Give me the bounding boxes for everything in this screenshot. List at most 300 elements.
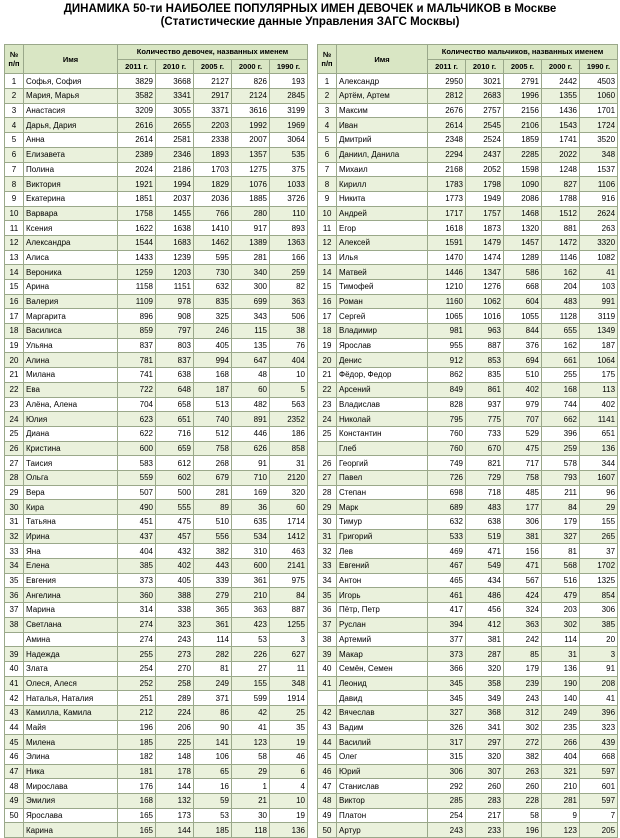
name-cell: Игорь: [337, 588, 428, 603]
count-cell: 106: [194, 750, 232, 765]
count-cell: 2791: [504, 74, 542, 89]
count-cell: 46: [270, 750, 308, 765]
count-cell: 1607: [580, 470, 618, 485]
count-cell: 887: [270, 603, 308, 618]
count-cell: 1060: [580, 89, 618, 104]
table-row: [318, 705, 618, 720]
count-cell: 302: [504, 720, 542, 735]
table-row: [5, 103, 308, 118]
count-cell: 31: [270, 456, 308, 471]
count-cell: 306: [504, 515, 542, 530]
count-cell: 168: [194, 368, 232, 383]
rank-cell: 19: [5, 338, 24, 353]
rank-cell: 31: [318, 529, 337, 544]
table-row: [5, 250, 308, 265]
count-cell: 114: [542, 632, 580, 647]
name-cell: Василий: [337, 735, 428, 750]
count-cell: 2757: [466, 103, 504, 118]
count-cell: 981: [428, 324, 466, 339]
count-cell: 844: [504, 324, 542, 339]
rank-cell: 49: [5, 794, 24, 809]
rank-cell: 36: [318, 603, 337, 618]
table-row: [5, 485, 308, 500]
count-cell: 84: [542, 500, 580, 515]
table-row: [318, 353, 618, 368]
count-cell: 2127: [194, 74, 232, 89]
count-cell: 533: [428, 529, 466, 544]
count-cell: 1783: [428, 177, 466, 192]
table-row: [318, 559, 618, 574]
table-row: [5, 456, 308, 471]
table-row: [5, 632, 308, 647]
table-row: [5, 177, 308, 192]
count-cell: 1239: [156, 250, 194, 265]
table-row: [5, 779, 308, 794]
count-cell: 320: [270, 485, 308, 500]
count-cell: 1996: [504, 89, 542, 104]
count-cell: 612: [156, 456, 194, 471]
count-cell: 975: [270, 573, 308, 588]
table-row: [318, 750, 618, 765]
count-cell: 668: [580, 750, 618, 765]
girls-header-num: № п/п: [5, 45, 24, 74]
count-cell: 827: [542, 177, 580, 192]
table-row: [5, 750, 308, 765]
name-cell: Фёдор, Федор: [337, 368, 428, 383]
table-row: [318, 823, 618, 838]
count-cell: 81: [542, 544, 580, 559]
count-cell: 668: [504, 280, 542, 295]
count-cell: 76: [270, 338, 308, 353]
count-cell: 382: [504, 750, 542, 765]
count-cell: 402: [504, 382, 542, 397]
count-cell: 373: [428, 647, 466, 662]
count-cell: 465: [428, 573, 466, 588]
count-cell: 1160: [428, 294, 466, 309]
count-cell: 176: [118, 779, 156, 794]
name-cell: Майя: [24, 720, 118, 735]
count-cell: 2186: [156, 162, 194, 177]
count-cell: 1470: [428, 250, 466, 265]
count-cell: 1255: [270, 617, 308, 632]
table-row: [5, 808, 308, 823]
table-row: [5, 353, 308, 368]
count-cell: 187: [580, 338, 618, 353]
count-cell: 1325: [580, 573, 618, 588]
name-cell: Денис: [337, 353, 428, 368]
count-cell: 627: [270, 647, 308, 662]
name-cell: Алёна, Алена: [24, 397, 118, 412]
count-cell: 279: [194, 588, 232, 603]
girls-header-year: 2000 г.: [232, 59, 270, 74]
table-row: [5, 280, 308, 295]
name-cell: Вера: [24, 485, 118, 500]
count-cell: 475: [504, 441, 542, 456]
count-cell: 835: [466, 368, 504, 383]
count-cell: 1994: [156, 177, 194, 192]
name-cell: Олеся, Алеся: [24, 676, 118, 691]
count-cell: 795: [428, 412, 466, 427]
table-row: [5, 647, 308, 662]
count-cell: 113: [580, 382, 618, 397]
count-cell: 1992: [232, 118, 270, 133]
count-cell: 662: [542, 412, 580, 427]
count-cell: 323: [156, 617, 194, 632]
count-cell: 162: [542, 265, 580, 280]
count-cell: 2917: [194, 89, 232, 104]
rank-cell: 40: [318, 661, 337, 676]
count-cell: 516: [542, 573, 580, 588]
table-row: [318, 191, 618, 206]
table-row: [318, 647, 618, 662]
girls-header-group: Количество девочек, названных именем: [118, 45, 308, 60]
table-row: [318, 573, 618, 588]
count-cell: 991: [580, 294, 618, 309]
count-cell: 3341: [156, 89, 194, 104]
count-cell: 59: [194, 794, 232, 809]
count-cell: 1146: [542, 250, 580, 265]
count-cell: 371: [194, 691, 232, 706]
count-cell: 896: [118, 309, 156, 324]
table-row: [318, 515, 618, 530]
count-cell: 632: [194, 280, 232, 295]
count-cell: 41: [232, 720, 270, 735]
name-cell: Николай: [337, 412, 428, 427]
count-cell: 381: [466, 632, 504, 647]
count-cell: 307: [466, 764, 504, 779]
count-cell: 699: [232, 294, 270, 309]
name-cell: Яна: [24, 544, 118, 559]
count-cell: 1701: [580, 103, 618, 118]
name-cell: Павел: [337, 470, 428, 485]
count-cell: 979: [504, 397, 542, 412]
table-row: [5, 338, 308, 353]
count-cell: 89: [194, 500, 232, 515]
count-cell: 2950: [428, 74, 466, 89]
count-cell: 423: [232, 617, 270, 632]
count-cell: 321: [542, 764, 580, 779]
table-row: [5, 89, 308, 104]
count-cell: 760: [428, 441, 466, 456]
count-cell: 3582: [118, 89, 156, 104]
count-cell: 1969: [270, 118, 308, 133]
count-cell: 432: [156, 544, 194, 559]
count-cell: 1033: [270, 177, 308, 192]
table-row: [318, 412, 618, 427]
count-cell: 758: [194, 441, 232, 456]
count-cell: 803: [156, 338, 194, 353]
count-cell: 3199: [270, 103, 308, 118]
rank-cell: 38: [5, 617, 24, 632]
count-cell: 586: [504, 265, 542, 280]
count-cell: 205: [580, 823, 618, 838]
count-cell: 225: [156, 735, 194, 750]
name-cell: Эмилия: [24, 794, 118, 809]
count-cell: 2812: [428, 89, 466, 104]
rank-cell: 44: [5, 720, 24, 735]
rank-cell: 30: [318, 515, 337, 530]
count-cell: 635: [232, 515, 270, 530]
rank-cell: 50: [318, 823, 337, 838]
count-cell: 483: [466, 500, 504, 515]
name-cell: Роман: [337, 294, 428, 309]
count-cell: 1357: [232, 147, 270, 162]
table-row: [318, 794, 618, 809]
name-cell: Диана: [24, 426, 118, 441]
table-row: [5, 382, 308, 397]
count-cell: 53: [232, 632, 270, 647]
count-cell: 749: [428, 456, 466, 471]
count-cell: 729: [466, 470, 504, 485]
table-row: [318, 206, 618, 221]
table-row: [5, 133, 308, 148]
count-cell: 260: [466, 779, 504, 794]
name-cell: Семён, Семен: [337, 661, 428, 676]
count-cell: 196: [504, 823, 542, 838]
count-cell: 1151: [156, 280, 194, 295]
count-cell: 168: [542, 382, 580, 397]
name-cell: Алексей: [337, 235, 428, 250]
table-row: [318, 177, 618, 192]
count-cell: 1741: [542, 133, 580, 148]
table-row: [318, 529, 618, 544]
count-cell: 363: [232, 603, 270, 618]
count-cell: 600: [232, 559, 270, 574]
count-cell: 90: [194, 720, 232, 735]
count-cell: 648: [156, 382, 194, 397]
count-cell: 156: [504, 544, 542, 559]
count-cell: 1141: [580, 412, 618, 427]
count-cell: 315: [428, 750, 466, 765]
count-cell: 268: [194, 456, 232, 471]
name-cell: Артур: [337, 823, 428, 838]
name-cell: Георгий: [337, 456, 428, 471]
count-cell: 402: [156, 559, 194, 574]
rank-cell: 2: [318, 89, 337, 104]
count-cell: 955: [428, 338, 466, 353]
count-cell: 1355: [542, 89, 580, 104]
count-cell: 118: [232, 823, 270, 838]
count-cell: 16: [194, 779, 232, 794]
count-cell: 2348: [428, 133, 466, 148]
count-cell: 775: [466, 412, 504, 427]
rank-cell: 41: [318, 676, 337, 691]
rank-cell: 33: [5, 544, 24, 559]
count-cell: 210: [542, 779, 580, 794]
name-cell: Леонид: [337, 676, 428, 691]
count-cell: 3055: [156, 103, 194, 118]
table-row: [5, 573, 308, 588]
name-cell: Вероника: [24, 265, 118, 280]
count-cell: 1914: [270, 691, 308, 706]
count-cell: 2036: [194, 191, 232, 206]
name-cell: Артём, Артем: [337, 89, 428, 104]
count-cell: 381: [504, 529, 542, 544]
count-cell: 568: [542, 559, 580, 574]
rank-cell: 37: [5, 603, 24, 618]
count-cell: 475: [156, 515, 194, 530]
rank-cell: 49: [318, 808, 337, 823]
count-cell: 2141: [270, 559, 308, 574]
table-row: [5, 529, 308, 544]
table-row: [5, 559, 308, 574]
count-cell: 858: [270, 441, 308, 456]
count-cell: 283: [466, 794, 504, 809]
count-cell: 226: [232, 647, 270, 662]
count-cell: 490: [118, 500, 156, 515]
count-cell: 1433: [118, 250, 156, 265]
rank-cell: 48: [318, 794, 337, 809]
count-cell: 363: [270, 294, 308, 309]
count-cell: 208: [580, 676, 618, 691]
name-cell: Ирина: [24, 529, 118, 544]
count-cell: 358: [466, 676, 504, 691]
count-cell: 1065: [428, 309, 466, 324]
name-cell: Виктория: [24, 177, 118, 192]
rank-cell: 34: [318, 573, 337, 588]
boys-header-name: Имя: [337, 45, 428, 74]
count-cell: 292: [428, 779, 466, 794]
count-cell: 273: [156, 647, 194, 662]
rank-cell: 1: [318, 74, 337, 89]
count-cell: 81: [194, 661, 232, 676]
count-cell: 3064: [270, 133, 308, 148]
name-cell: Арина: [24, 280, 118, 295]
name-cell: Анастасия: [24, 103, 118, 118]
count-cell: 363: [504, 617, 542, 632]
count-cell: 302: [542, 617, 580, 632]
name-cell: Владимир: [337, 324, 428, 339]
rank-cell: 36: [5, 588, 24, 603]
count-cell: 340: [232, 265, 270, 280]
name-cell: Амина: [24, 632, 118, 647]
table-row: [318, 235, 618, 250]
rank-cell: 42: [318, 705, 337, 720]
rank-cell: 34: [5, 559, 24, 574]
table-row: [5, 794, 308, 809]
count-cell: 1: [232, 779, 270, 794]
count-cell: 27: [232, 661, 270, 676]
count-cell: 2338: [194, 133, 232, 148]
count-cell: 255: [118, 647, 156, 662]
title-line-2: (Статистические данные Управления ЗАГС Москвы): [160, 16, 460, 28]
count-cell: 826: [232, 74, 270, 89]
count-cell: 29: [580, 500, 618, 515]
count-cell: 91: [232, 456, 270, 471]
name-cell: Антон: [337, 573, 428, 588]
count-cell: 203: [542, 603, 580, 618]
count-cell: 300: [232, 280, 270, 295]
count-cell: 217: [466, 808, 504, 823]
count-cell: 310: [232, 544, 270, 559]
rank-cell: 45: [318, 750, 337, 765]
rank-cell: 13: [318, 250, 337, 265]
rank-cell: 35: [318, 588, 337, 603]
rank-cell: 28: [318, 485, 337, 500]
count-cell: 11: [270, 661, 308, 676]
count-cell: 443: [194, 559, 232, 574]
count-cell: 471: [466, 544, 504, 559]
count-cell: 1468: [504, 206, 542, 221]
page-title: [0, 0, 620, 30]
count-cell: 314: [118, 603, 156, 618]
count-cell: 837: [156, 353, 194, 368]
count-cell: 204: [542, 280, 580, 295]
count-cell: 2614: [118, 133, 156, 148]
count-cell: 978: [156, 294, 194, 309]
count-cell: 1893: [194, 147, 232, 162]
boys-table: [317, 44, 618, 838]
name-cell: Светлана: [24, 617, 118, 632]
count-cell: 456: [466, 603, 504, 618]
count-cell: 60: [270, 500, 308, 515]
rank-cell: 15: [5, 280, 24, 295]
name-cell: Ярослав: [337, 338, 428, 353]
count-cell: 115: [232, 324, 270, 339]
count-cell: 510: [194, 515, 232, 530]
count-cell: 1203: [156, 265, 194, 280]
name-cell: Григорий: [337, 529, 428, 544]
table-row: [318, 456, 618, 471]
table-row: [5, 823, 308, 838]
count-cell: 512: [194, 426, 232, 441]
count-cell: 821: [466, 456, 504, 471]
name-cell: Давид: [337, 691, 428, 706]
rank-cell: 48: [5, 779, 24, 794]
count-cell: 193: [270, 74, 308, 89]
table-row: [5, 470, 308, 485]
count-cell: 647: [232, 353, 270, 368]
count-cell: 246: [194, 324, 232, 339]
table-row: [5, 191, 308, 206]
rank-cell: 26: [5, 441, 24, 456]
count-cell: 1436: [542, 103, 580, 118]
count-cell: 141: [194, 735, 232, 750]
name-cell: Кристина: [24, 441, 118, 456]
count-cell: 1537: [580, 162, 618, 177]
table-row: [318, 294, 618, 309]
count-cell: 679: [194, 470, 232, 485]
name-cell: Глеб: [337, 441, 428, 456]
table-row: [318, 250, 618, 265]
count-cell: 338: [156, 603, 194, 618]
count-cell: 891: [232, 412, 270, 427]
rank-cell: 13: [5, 250, 24, 265]
table-row: [318, 89, 618, 104]
rank-cell: 11: [318, 221, 337, 236]
count-cell: 861: [466, 382, 504, 397]
girls-table-body: [5, 74, 308, 838]
count-cell: 718: [466, 485, 504, 500]
count-cell: 602: [156, 470, 194, 485]
count-cell: 424: [504, 588, 542, 603]
count-cell: 2676: [428, 103, 466, 118]
count-cell: 717: [504, 456, 542, 471]
count-cell: 2683: [466, 89, 504, 104]
name-cell: Арсений: [337, 382, 428, 397]
count-cell: 344: [580, 456, 618, 471]
table-row: [318, 779, 618, 794]
table-row: [318, 221, 618, 236]
name-cell: Платон: [337, 808, 428, 823]
count-cell: 887: [466, 338, 504, 353]
rank-cell: [5, 632, 24, 647]
rank-cell: 6: [5, 147, 24, 162]
count-cell: 1090: [504, 177, 542, 192]
count-cell: 412: [466, 617, 504, 632]
name-cell: Элина: [24, 750, 118, 765]
table-row: [5, 206, 308, 221]
